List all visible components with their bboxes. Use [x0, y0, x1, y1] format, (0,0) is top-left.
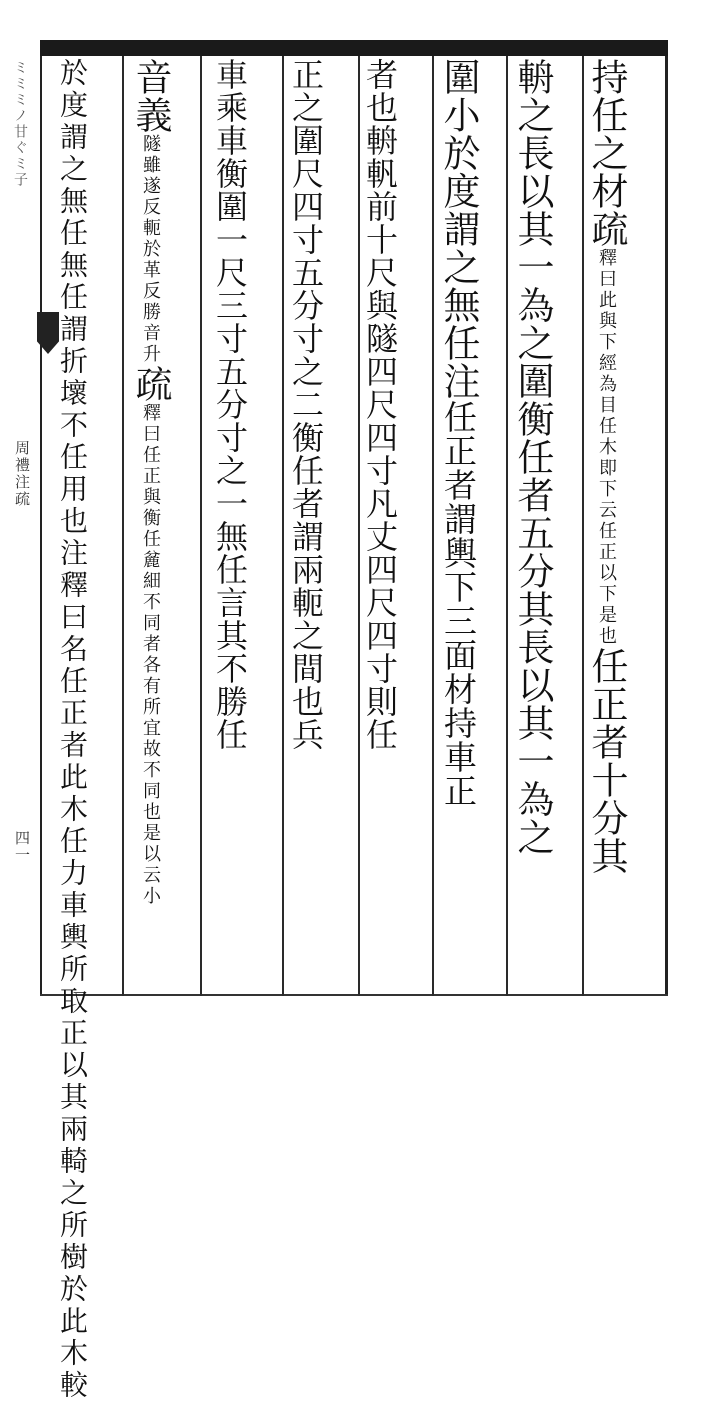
- column-rule: [432, 56, 434, 996]
- note-left: 革反勝音升: [140, 260, 161, 365]
- annotation-text: 者也輈軓前十尺與隧四尺四寸凡丈四尺四寸則任: [361, 58, 399, 751]
- top-border: [40, 40, 668, 56]
- commentary-label: 疏: [129, 365, 172, 403]
- double-note: [56, 58, 88, 1402]
- text-column-6: [211, 58, 249, 990]
- annotation-label: 注: [437, 362, 480, 400]
- page-number: 四一: [13, 830, 31, 864]
- column-rule: [506, 56, 508, 996]
- double-note: [140, 134, 161, 260]
- note-left: 即下云任正以: [596, 458, 617, 584]
- double-note: [596, 248, 617, 458]
- column-rule: [200, 56, 202, 996]
- annotation-text: 車乘車衡圍一尺三寸五分寸之一無任言其不勝任: [211, 58, 249, 751]
- text-column-3: [437, 58, 480, 990]
- double-note: [596, 458, 617, 647]
- text-column-8: [56, 58, 89, 1402]
- text-column-1: [585, 58, 628, 990]
- note-right: 隧雖遂反軛於: [140, 134, 161, 260]
- double-note: [140, 655, 161, 907]
- note-right-cont: 為目任木: [596, 374, 617, 458]
- column-rule: [358, 56, 360, 996]
- note-right: 釋曰此與下經: [596, 248, 617, 374]
- text-column-5: [287, 58, 325, 990]
- double-note: [140, 403, 161, 655]
- note-left-cont: 下是也: [596, 584, 617, 647]
- note-left: 者此木任力車輿所取正以其兩輢之所樹於此木較: [56, 730, 89, 1402]
- text-column-4: [361, 58, 399, 990]
- column-rule: [582, 56, 584, 996]
- commentary-label: 疏: [585, 210, 628, 248]
- text-column-2: [511, 58, 554, 990]
- note-left: 各有所宜故不同也是以云小: [140, 655, 161, 907]
- column-rule: [122, 56, 124, 996]
- main-text: 持任之材: [585, 58, 628, 210]
- column-rule: [282, 56, 284, 996]
- page-fold-margin: [0, 40, 40, 996]
- note-right: 於度謂之無任無任謂折壞不任用也注釋曰名任正: [56, 58, 89, 730]
- book-title: 周禮注疏: [13, 440, 31, 508]
- fold-top-glyphs: ミミミノ甘ぐミ子: [12, 60, 28, 188]
- annotation-text: 正之圍尺四寸五分寸之二衡任者謂兩軛之間也兵: [287, 58, 325, 751]
- text-column-7: [129, 58, 172, 990]
- annotation-text: 任正者謂輿下三面材持車正: [439, 400, 478, 808]
- double-note: [140, 260, 161, 365]
- phonetic-label: 音義: [129, 58, 172, 134]
- note-right: 釋曰任正與衡任麄細不同者: [140, 403, 161, 655]
- main-text: 任正者十分其: [585, 647, 628, 875]
- bottom-edge: [40, 994, 668, 996]
- main-text: 圍小於度謂之無任: [437, 58, 480, 362]
- main-text: 輈之長以其一為之圍衡任者五分其長以其一為之: [511, 58, 554, 856]
